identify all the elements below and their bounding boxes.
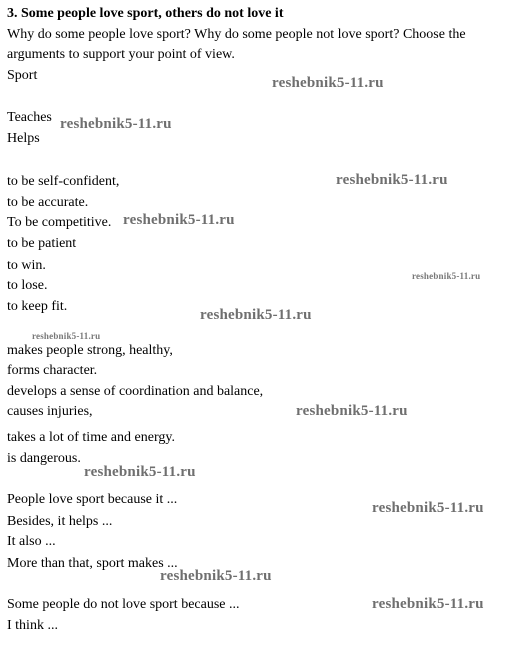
argument-item: to be patient (7, 236, 77, 251)
watermark: reshebnik5-11.ru (412, 271, 481, 281)
watermark: reshebnik5-11.ru (84, 464, 196, 480)
intro-line: arguments to support your point of view. (7, 47, 235, 62)
argument-item: to lose. (7, 278, 48, 293)
watermark: reshebnik5-11.ru (372, 596, 484, 612)
verb-helps: Helps (7, 131, 40, 146)
watermark: reshebnik5-11.ru (123, 212, 235, 228)
argument-item: to be self-confident, (7, 174, 120, 189)
prompt-line: More than that, sport makes ... (7, 556, 178, 571)
watermark: reshebnik5-11.ru (32, 331, 101, 341)
intro-line: Why do some people love sport? Why do some people not love sport? Choose the (7, 27, 466, 42)
exercise-title: 3. Some people love sport, others do not love it (7, 6, 284, 21)
argument-item: takes a lot of time and energy. (7, 430, 175, 445)
argument-item: develops a sense of coordination and balance, (7, 384, 264, 399)
argument-item: causes injuries, (7, 404, 93, 419)
argument-item: to be accurate. (7, 195, 89, 210)
watermark: reshebnik5-11.ru (160, 568, 272, 584)
argument-item: is dangerous. (7, 451, 81, 466)
watermark: reshebnik5-11.ru (336, 172, 448, 188)
argument-item: to win. (7, 258, 46, 273)
watermark: reshebnik5-11.ru (200, 307, 312, 323)
argument-item: To be competitive. (7, 215, 112, 230)
argument-item: forms character. (7, 363, 98, 378)
watermark: reshebnik5-11.ru (272, 75, 384, 91)
prompt-line: Besides, it helps ... (7, 514, 113, 529)
watermark: reshebnik5-11.ru (296, 403, 408, 419)
prompt-line: People love sport because it ... (7, 492, 178, 507)
argument-item: to keep fit. (7, 299, 68, 314)
watermark: reshebnik5-11.ru (372, 500, 484, 516)
argument-item: makes people strong, healthy, (7, 343, 173, 358)
prompt-line: Some people do not love sport because ... (7, 597, 240, 612)
verb-teaches: Teaches (7, 110, 52, 125)
table-subject: Sport (7, 68, 38, 83)
prompt-line: I think ... (7, 618, 58, 633)
watermark: reshebnik5-11.ru (60, 116, 172, 132)
prompt-line: It also ... (7, 534, 56, 549)
